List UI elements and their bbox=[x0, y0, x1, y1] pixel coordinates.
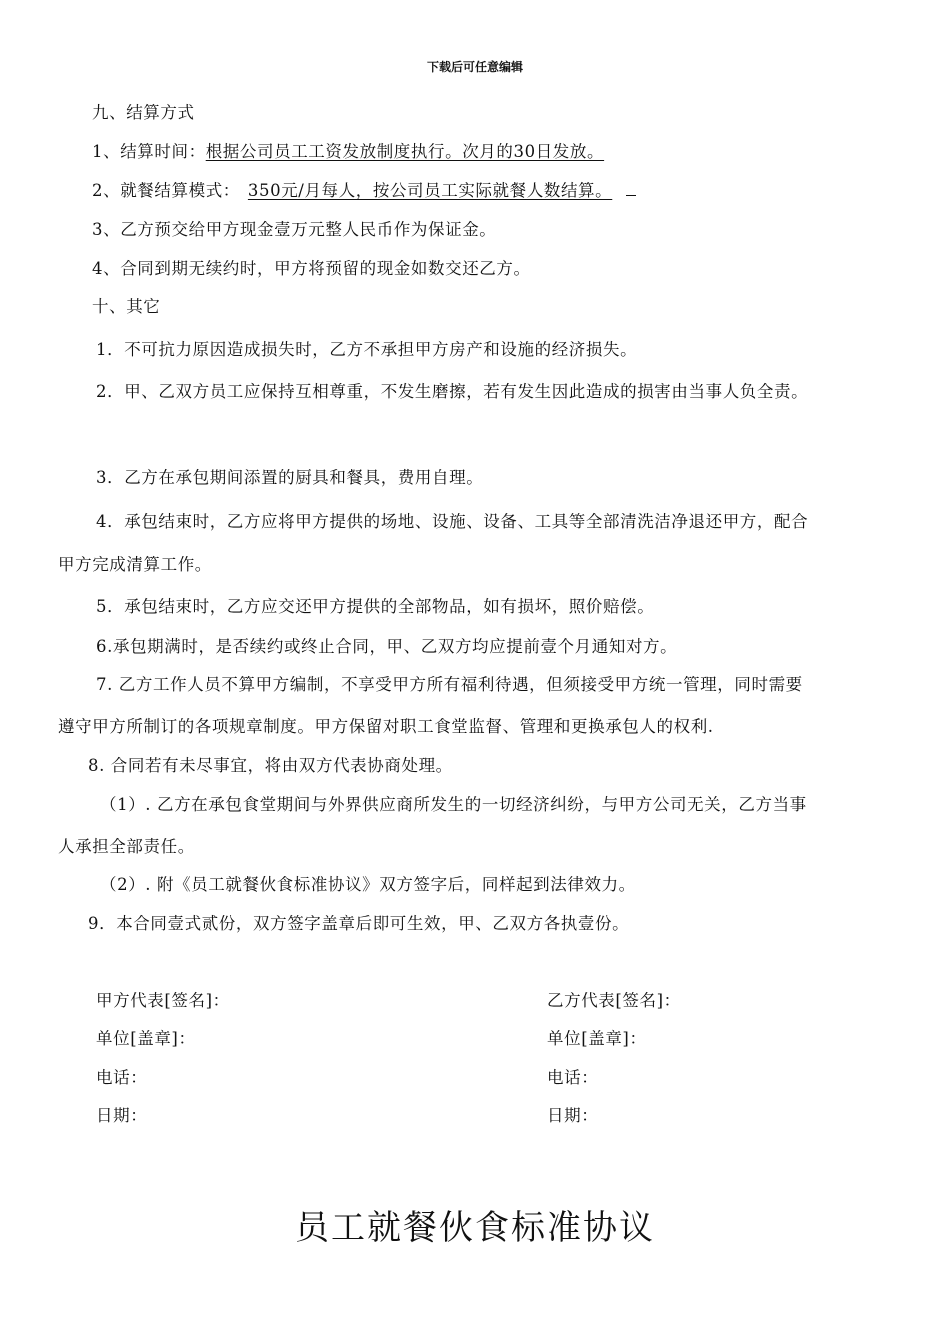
section10-item7-line2: 遵守甲方所制订的各项规章制度。甲方保留对职工食堂监督、管理和更换承包人的权利. bbox=[58, 717, 714, 736]
section10-item9: 9．本合同壹式贰份，双方签字盖章后即可生效，甲、乙双方各执壹份。 bbox=[88, 914, 630, 933]
party-b-phone: 电话： bbox=[547, 1068, 599, 1087]
section10-item8-sub2: （2）. 附《员工就餐伙食标准协议》双方签字后，同样起到法律效力。 bbox=[100, 875, 636, 894]
section10-item6: 6.承包期满时，是否续约或终止合同，甲、乙双方均应提前壹个月通知对方。 bbox=[96, 637, 678, 656]
section9-heading: 九、结算方式 bbox=[92, 103, 195, 122]
section10-item7-line1: 7. 乙方工作人员不算甲方编制，不享受甲方所有福利待遇，但须接受甲方统一管理，同时需要 bbox=[96, 675, 803, 694]
party-b-date: 日期： bbox=[547, 1106, 599, 1125]
section10-heading: 十、其它 bbox=[92, 297, 161, 316]
next-document-title: 员工就餐伙食标准协议 bbox=[295, 1208, 655, 1248]
section9-item3: 3、乙方预交给甲方现金壹万元整人民币作为保证金。 bbox=[92, 220, 497, 239]
section10-item3: 3．乙方在承包期间添置的厨具和餐具，费用自理。 bbox=[96, 468, 484, 487]
section10-item8: 8. 合同若有未尽事宜，将由双方代表协商处理。 bbox=[88, 756, 453, 775]
section9-item1-value: 根据公司员工工资发放制度执行。次月的30日发放。 bbox=[205, 142, 605, 161]
header-note: 下载后可任意编辑 bbox=[426, 60, 523, 74]
section9-item2-prefix: 2、就餐结算模式： bbox=[92, 181, 240, 200]
section9-item2 bbox=[92, 180, 636, 202]
section10-item2: 2．甲、乙双方员工应保持互相尊重，不发生磨擦，若有发生因此造成的损害由当事人负全责。 bbox=[96, 382, 809, 401]
party-a-representative: 甲方代表[签名]： bbox=[96, 991, 230, 1010]
section10-item4-line2: 甲方完成清算工作。 bbox=[58, 555, 212, 574]
party-a-date: 日期： bbox=[96, 1106, 148, 1125]
party-b-unit: 单位[盖章]： bbox=[547, 1029, 647, 1048]
section10-item5: 5．承包结束时，乙方应交还甲方提供的全部物品，如有损坏，照价赔偿。 bbox=[96, 597, 655, 616]
section9-item2-value: 350元/月每人，按公司员工实际就餐人数结算。 bbox=[247, 181, 613, 200]
party-b-representative: 乙方代表[签名]： bbox=[547, 991, 681, 1010]
section10-item4-line1: 4．承包结束时，乙方应将甲方提供的场地、设施、设备、工具等全部清洗洁净退还甲方，配合 bbox=[96, 512, 809, 531]
section9-item4: 4、合同到期无续约时，甲方将预留的现金如数交还乙方。 bbox=[92, 259, 531, 278]
section10-item8-sub1-line2: 人承担全部责任。 bbox=[58, 837, 195, 856]
party-a-phone: 电话： bbox=[96, 1068, 148, 1087]
section9-item1 bbox=[92, 141, 604, 163]
section10-item8-sub1-line1: （1）. 乙方在承包食堂期间与外界供应商所发生的一切经济纠纷，与甲方公司无关，乙方当事 bbox=[100, 795, 807, 814]
section9-item1-prefix: 1、结算时间： bbox=[92, 142, 206, 161]
blank-underline bbox=[626, 181, 636, 196]
section10-item1: 1．不可抗力原因造成损失时，乙方不承担甲方房产和设施的经济损失。 bbox=[96, 340, 638, 359]
party-a-unit: 单位[盖章]： bbox=[96, 1029, 196, 1048]
